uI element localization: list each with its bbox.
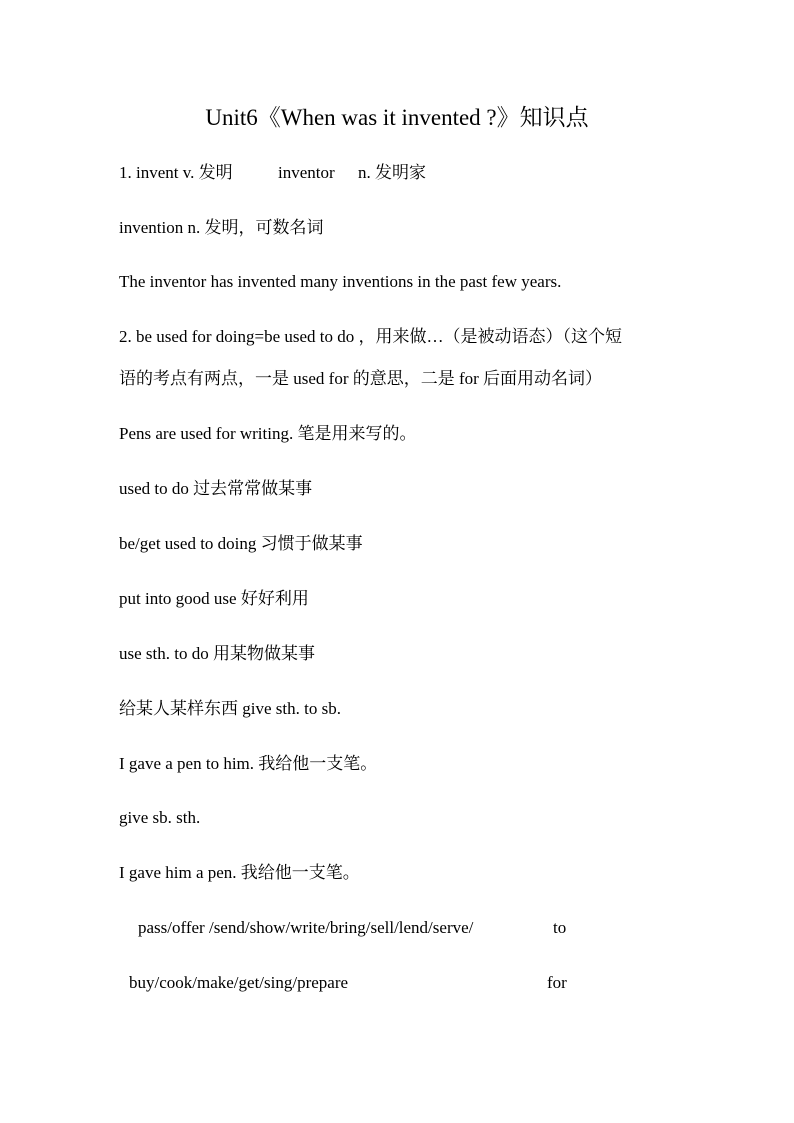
phrase-line: be/get used to doing 习惯于做某事 [119,534,363,553]
phrase-line: 给某人某样东西 give sth. to sb. [119,699,341,718]
example-sentence: Pens are used for writing. 笔是用来写的。 [119,424,417,443]
vocab-inventor-meaning: n. 发明家 [358,163,426,182]
point-2-line-1: 2. be used for doing=be used to do ，用来做…（是被动语态）（这个短 [119,327,623,346]
page-title: Unit6《When was it invented ?》知识点 [205,105,589,130]
preposition-to: to [553,918,567,937]
example-sentence: I gave a pen to him. 我给他一支笔。 [119,754,378,773]
phrase-line: give sb. sth. [119,808,201,827]
preposition-for: for [547,973,567,992]
phrase-line: put into good use 好好利用 [119,589,309,608]
vocab-invent: 1. invent v. 发明 [119,163,233,182]
example-sentence: The inventor has invented many inventions in the past few years. [119,272,562,291]
phrase-line: used to do 过去常常做某事 [119,479,313,498]
vocab-line-invent [119,161,233,185]
verb-list-to: pass/offer /send/show/write/bring/sell/lend/serve/ [138,918,474,937]
phrase-line: use sth. to do 用某物做某事 [119,644,315,663]
verb-list-for: buy/cook/make/get/sing/prepare [129,973,349,992]
example-sentence: I gave him a pen. 我给他一支笔。 [119,863,360,882]
vocab-inventor: inventor [278,163,335,182]
point-2-line-2: 语的考点有两点，一是 used for 的意思，二是 for 后面用动名词） [119,369,603,388]
vocab-invention: invention n. 发明，可数名词 [119,218,324,237]
